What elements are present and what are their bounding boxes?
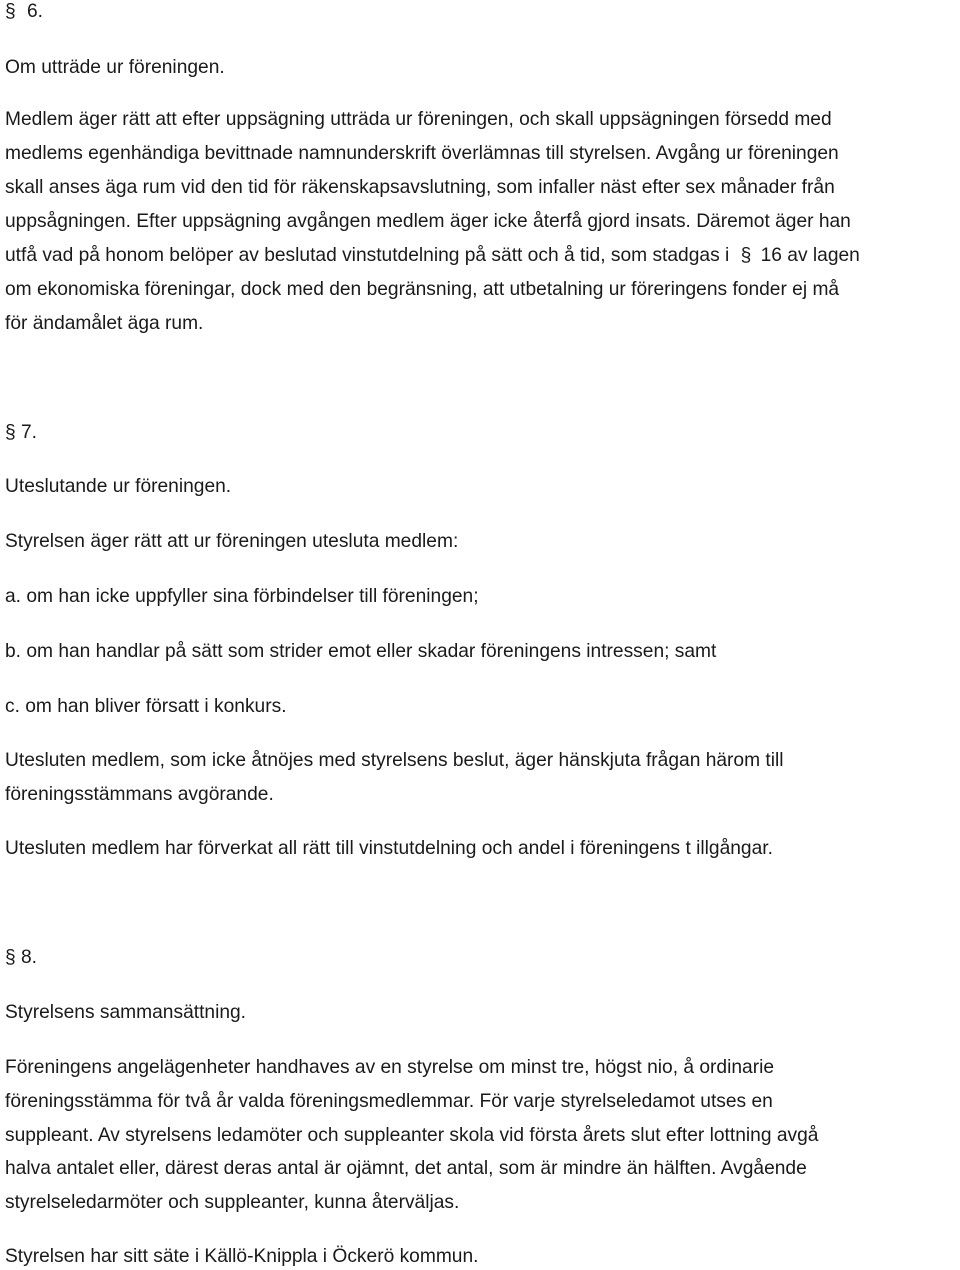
inline-section-ref: 16 av lagen	[760, 245, 860, 266]
section-7-item-b: b. om han handlar på sätt som strider emot eller skadar föreningens intressen; samt	[5, 641, 717, 662]
section-7-item-c: c. om han bliver försatt i konkurs.	[5, 696, 287, 717]
section-8-line-1: Föreningens angelägenheter handhaves av en styrelse om minst tre, högst nio, å ordinarie	[5, 1057, 775, 1078]
section-8-line-3: suppleant. Av styrelsens ledamöter och suppleanter skola vid första årets slut efter lottning avgå	[5, 1125, 819, 1146]
section-8-line-4: halva antalet eller, därest deras antal är ojämnt, det antal, som är mindre än hälften. Avgående	[5, 1158, 807, 1179]
inline-section-symbol: §	[740, 245, 752, 266]
section-symbol: §	[5, 947, 16, 968]
section-8-line-2: föreningsstämma för två år valda föreningsmedlemmar. För varje styrelseledamot utses en	[5, 1091, 773, 1112]
section-6-line-5-text: utfå vad på honom belöper av beslutad vinstutdelning på sätt och å tid, som stadgas i	[5, 245, 730, 266]
section-number: 7.	[21, 422, 38, 443]
section-6-line-7: för ändamålet äga rum.	[5, 313, 204, 334]
section-8-closing: Styrelsen har sitt säte i Källö-Knippla i Öckerö kommun.	[5, 1246, 479, 1267]
section-6-line-5	[5, 244, 860, 268]
section-7-intro: Styrelsen äger rätt att ur föreningen utesluta medlem:	[5, 531, 459, 552]
section-6-line-3: skall anses äga rum vid den tid för räkenskapsavslutning, som infaller näst efter sex månader från	[5, 177, 835, 198]
section-6-title: Om utträde ur föreningen.	[5, 57, 225, 78]
section-6-line-4: uppsågningen. Efter uppsägning avgången medlem äger icke återfå gjord insats. Däremot äger han	[5, 211, 851, 232]
section-number: 8.	[21, 947, 38, 968]
section-7-p2: Utesluten medlem har förverkat all rätt till vinstutdelning och andel i föreningens t illgångar.	[5, 838, 773, 859]
section-6-line-2: medlems egenhändiga bevittnade namnunderskrift överlämnas till styrelsen. Avgång ur föreningen	[5, 143, 839, 164]
section-number: 6.	[27, 1, 44, 22]
section-6-line-1: Medlem äger rätt att efter uppsägning utträda ur föreningen, och skall uppsägningen försedd med	[5, 109, 832, 130]
section-7-title: Uteslutande ur föreningen.	[5, 476, 232, 497]
section-8-heading	[5, 946, 37, 970]
section-7-p1-line-2: föreningsstämmans avgörande.	[5, 784, 274, 805]
section-7-heading	[5, 421, 37, 445]
section-7-p1-line-1: Utesluten medlem, som icke åtnöjes med styrelsens beslut, äger hänskjuta frågan härom till	[5, 750, 784, 771]
section-8-title: Styrelsens sammansättning.	[5, 1002, 247, 1023]
section-symbol: §	[5, 422, 16, 443]
section-6-heading	[5, 0, 43, 24]
section-7-item-a: a. om han icke uppfyller sina förbindelser till föreningen;	[5, 586, 479, 607]
section-symbol: §	[5, 1, 16, 22]
section-6-line-6: om ekonomiska föreningar, dock med den begränsning, att utbetalning ur föreringens fonder ej må	[5, 279, 840, 300]
section-8-line-5: styrelseledarmöter och suppleanter, kunna återväljas.	[5, 1192, 460, 1213]
